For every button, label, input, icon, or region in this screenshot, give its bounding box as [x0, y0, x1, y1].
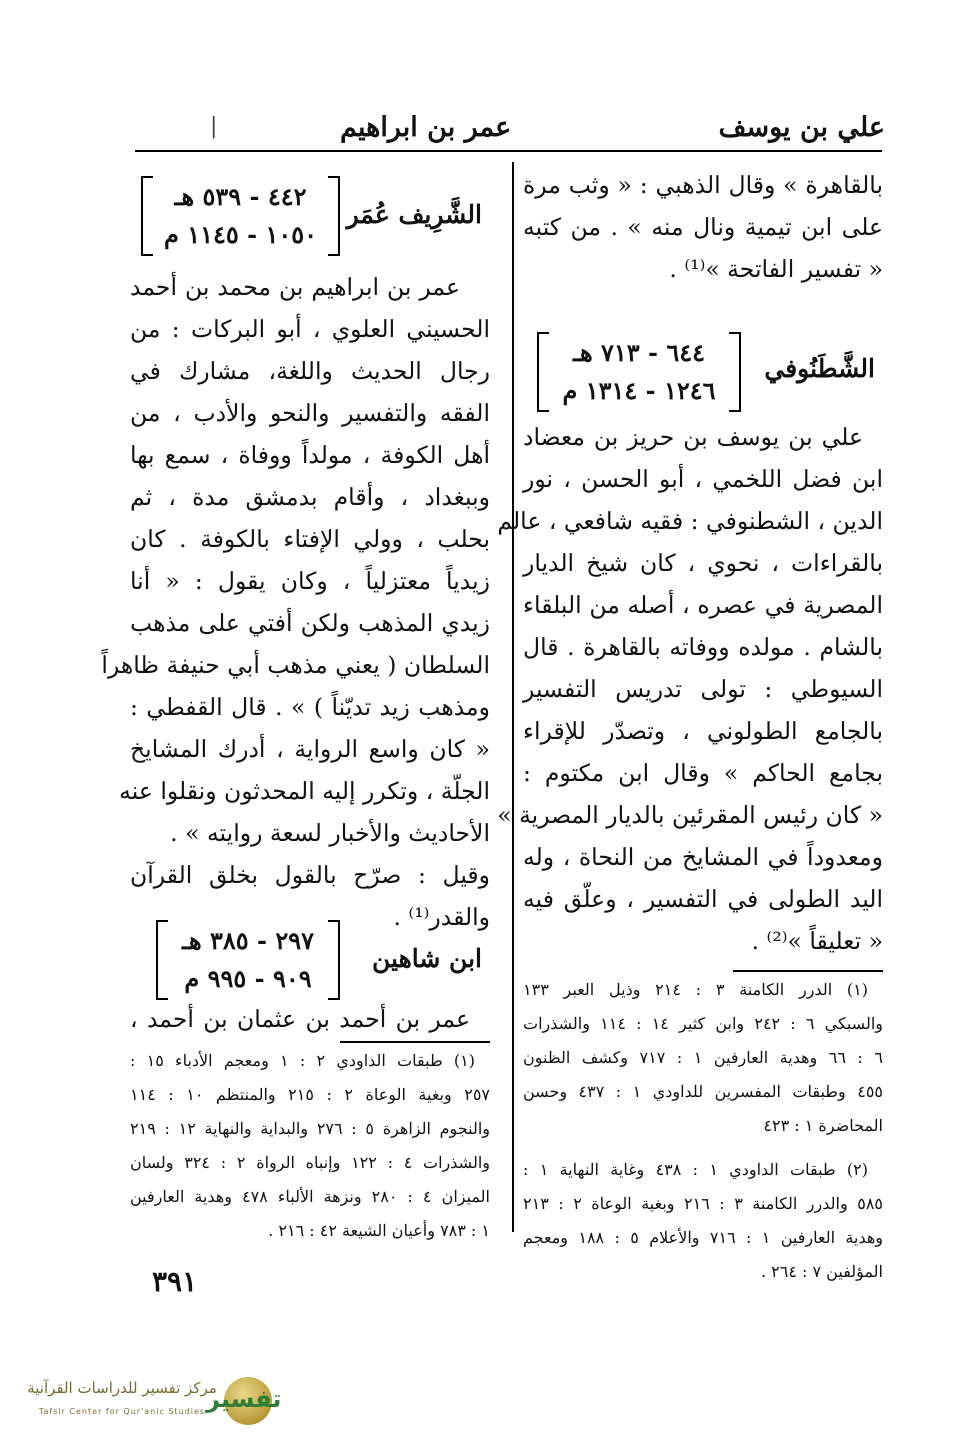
text-line: رجال الحديث واللغة، مشارك في — [130, 357, 490, 385]
entry-name: الشَّطَنُوفي — [764, 354, 875, 383]
text-line: ومذهب زيد تديّناً ) » . قال القفطي : — [130, 693, 490, 721]
text-line: الحسيني العلوي ، أبو البركات : من — [130, 315, 490, 343]
text-line: عمر بن أحمد بن عثمان بن أحمد ، — [130, 1005, 470, 1033]
text-line: الدين ، الشطنوفي : فقيه شافعي ، عالم — [497, 507, 883, 535]
footnote-line: ٥٨٥ والدرر الكامنة ٣ : ٢١٦ وبغية الوعاة ٢ : ٢١٣ — [523, 1194, 883, 1213]
text-line: وببغداد ، وأقام بدمشق مدة ، ثم — [130, 483, 490, 511]
text-line: بالقراءات ، نحوي ، كان شيخ الديار — [523, 549, 883, 577]
text-line: ابن فضل اللخمي ، أبو الحسن ، نور — [523, 465, 883, 493]
date-hijri: ٢٩٧ - ٣٨٥ هـ — [181, 926, 315, 955]
footnote-line: ٢٥٧ وبغية الوعاة ٢ : ٢١٥ والمنتظم ١٠ : ١١٤ — [130, 1085, 491, 1104]
text-line: بحلب ، وولي الإفتاء بالكوفة . كان — [130, 525, 490, 553]
text-line: بالشام . مولده ووفاته بالقاهرة . قال — [523, 633, 883, 661]
text-line: بالقاهرة » وقال الذهبي : « وثب مرة — [523, 171, 883, 199]
footnote-line: وهدية العارفين ١ : ٧١٦ والأعلام ٥ : ١٨٨ ومعجم — [523, 1228, 884, 1247]
text-line: والقدر⁽¹⁾ . — [393, 903, 490, 931]
text-line: زيدياً معتزلياً ، وكان يقول : « أنا — [130, 567, 490, 595]
footnote-line: المؤلفين ٧ : ٢٦٤ . — [760, 1262, 883, 1281]
text-line: وقيل : صرّح بالقول بخلق القرآن — [130, 861, 490, 889]
footnote-line: (١) طبقات الداودي ٢ : ١ ومعجم الأدباء ١٥ : — [130, 1051, 476, 1070]
text-line: علي بن يوسف بن حريز بن معضاد — [523, 423, 863, 451]
date-gregorian: ١٢٤٦ - ١٣١٤ م — [562, 376, 716, 405]
entry-heading-sharif-umar — [130, 176, 490, 266]
entry-name: الشَّرِيف عُمَر — [346, 200, 482, 229]
text-line: السيوطي : تولى تدريس التفسير — [523, 675, 883, 703]
entry-name: ابن شاهين — [372, 944, 482, 973]
text-line: « كان رئيس المقرئين بالديار المصرية » — [497, 801, 883, 829]
date-bracket — [141, 176, 340, 256]
date-bracket — [537, 332, 741, 412]
page-number: ٣٩١ — [152, 1265, 198, 1298]
column-divider — [512, 162, 514, 1232]
footnote-line: (١) الدرر الكامنة ٣ : ٢١٤ وذيل العبر ١٣٣ — [523, 980, 868, 999]
entry-heading-ibn-shahin — [130, 920, 490, 1010]
date-gregorian: ٩٠٩ - ٩٩٥ م — [184, 964, 312, 993]
footnote-line: ٤٥٥ وطبقات المفسرين للداودي ١ : ٤٣٧ وحسن — [523, 1082, 884, 1101]
text-line: زيدي المذهب ولكن أفتي على مذهب — [130, 609, 490, 637]
text-line: ومعدوداً في المشايخ من النحاة ، وله — [523, 843, 883, 871]
text-line: « تفسير الفاتحة »⁽¹⁾ . — [669, 255, 883, 283]
date-gregorian: ١٠٥٠ - ١١٤٥ م — [163, 220, 317, 249]
text-line: الأحاديث والأخبار لسعة روايته » . — [170, 819, 490, 847]
text-line: بجامع الحاكم » وقال ابن مكتوم : — [523, 759, 883, 787]
text-line: بالجامع الطولوني ، وتصدّر للإقراء — [523, 717, 883, 745]
logo-english-name: Tafsir Center for Qur'anic Studies — [38, 1407, 206, 1416]
footnote-line: ١ : ٧٨٣ وأعيان الشيعة ٤٢ : ٢١٦ . — [268, 1221, 490, 1240]
logo-arabic-name: مركز تفسير للدراسات القرآنية — [27, 1379, 217, 1397]
text-line: أهل الكوفة ، مولداً ووفاة ، سمع بها — [130, 441, 490, 469]
footnote-line: الميزان ٤ : ٢٨٠ ونزهة الألباء ٤٧٨ وهدية العارفين — [130, 1187, 490, 1206]
header-rule — [135, 150, 882, 152]
running-header-right: علي بن يوسف — [718, 112, 885, 143]
text-line: « كان واسع الرواية ، أدرك المشايخ — [130, 735, 490, 763]
footnote-line: (٢) طبقات الداودي ١ : ٤٣٨ وغاية النهاية ١ : — [523, 1160, 869, 1179]
running-header-center: عمر بن ابراهيم — [340, 112, 512, 143]
footnote-rule — [340, 1041, 490, 1043]
footnote-line: المحاضرة ١ : ٤٢٣ — [763, 1116, 883, 1135]
margin-mark: | — [210, 114, 218, 139]
date-hijri: ٦٤٤ - ٧١٣ هـ — [572, 338, 706, 367]
footnote-line: والسبكي ٦ : ٢٤٢ وابن كثير ١٤ : ١١٤ والشذرات — [523, 1014, 883, 1033]
text-line: الفقه والتفسير والنحو والأدب ، من — [130, 399, 490, 427]
text-line: على ابن تيمية ونال منه » . من كتبه — [523, 213, 883, 241]
footnote-line: ٦ : ٦٦ وهدية العارفين ١ : ٧١٧ وكشف الظنون — [523, 1048, 884, 1067]
text-line: « تعليقاً »⁽²⁾ . — [751, 927, 883, 955]
text-line: عمر بن ابراهيم بن محمد بن أحمد — [130, 273, 460, 301]
footnote-rule — [733, 970, 883, 972]
text-line: السلطان ( يعني مذهب أبي حنيفة ظاهراً — [101, 651, 490, 679]
text-line: اليد الطولى في التفسير ، وعلّق فيه — [523, 885, 883, 913]
footnote-line: والنجوم الزاهرة ٥ : ٢٧٦ والبداية والنهاية ١٢ : ٢١٩ — [130, 1119, 491, 1138]
date-hijri: ٤٤٢ - ٥٣٩ هـ — [174, 182, 307, 211]
publisher-logo — [18, 1375, 288, 1427]
entry-heading-shatnufi — [523, 332, 883, 422]
date-bracket — [156, 920, 340, 1000]
logo-word: تفسير — [206, 1385, 282, 1413]
text-line: المصرية في عصره ، أصله من البلقاء — [523, 591, 883, 619]
text-line: الجلّة ، وتكرر إليه المحدثون ونقلوا عنه — [119, 777, 490, 805]
footnote-line: والشذرات ٤ : ١٢٢ وإنباه الرواة ٢ : ٣٢٤ ولسان — [130, 1153, 490, 1172]
